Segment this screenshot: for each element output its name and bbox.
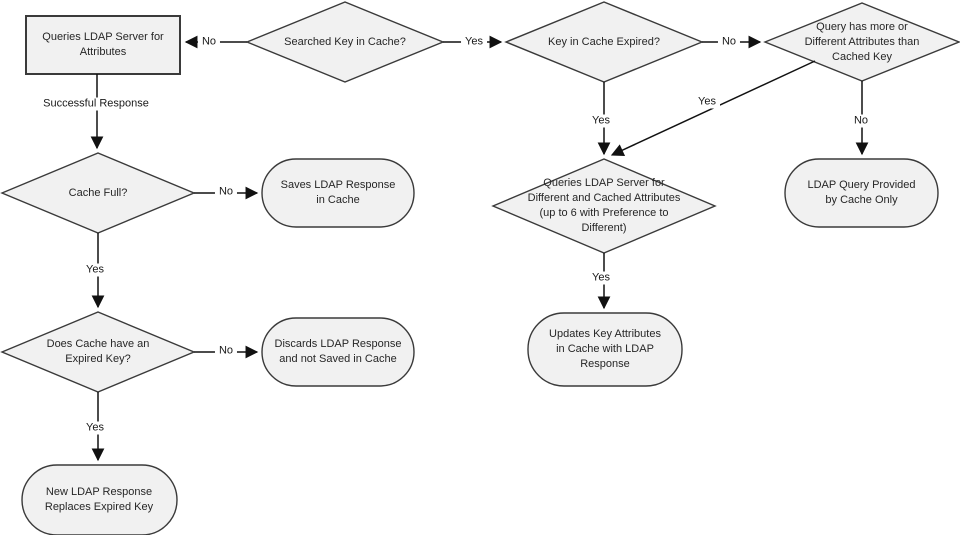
searched-key-no-label: No bbox=[198, 36, 220, 49]
query-more-no-label: No bbox=[850, 115, 872, 128]
cache-full-label: Cache Full? bbox=[68, 186, 128, 199]
cache-only-label: LDAP Query Provided by Cache Only bbox=[807, 179, 916, 206]
searched-key-yes-label: Yes bbox=[461, 36, 487, 49]
expired-key-yes-label: Yes bbox=[82, 422, 108, 435]
new-response-label: New LDAP Response Replaces Expired Key bbox=[44, 486, 154, 513]
updates-attributes-label: Updates Key Attributes in Cache with LDAP Response bbox=[549, 327, 661, 370]
key-expired-no-label: No bbox=[718, 36, 740, 49]
queries-different-label: Queries LDAP Server for Different and Cached Attributes (up to 6 with Preference to Different) bbox=[527, 177, 681, 234]
key-expired-yes-label: Yes bbox=[588, 115, 614, 128]
query-more-label: Query has more or Different Attributes than Cached Key bbox=[804, 20, 920, 63]
successful-response-label: Successful Response bbox=[39, 98, 153, 111]
cache-full-no-label: No bbox=[215, 186, 237, 199]
cache-full-yes-label: Yes bbox=[82, 264, 108, 277]
queries-ldap-label: Queries LDAP Server for Attributes bbox=[42, 31, 164, 58]
saves-response-label: Saves LDAP Response in Cache bbox=[280, 179, 396, 206]
queries-different-yes-label: Yes bbox=[588, 272, 614, 285]
expired-key-label: Does Cache have an Expired Key? bbox=[46, 338, 150, 365]
query-more-yes-label: Yes bbox=[694, 96, 720, 109]
searched-key-label: Searched Key in Cache? bbox=[284, 35, 406, 48]
expired-key-no-label: No bbox=[215, 345, 237, 358]
key-expired-label: Key in Cache Expired? bbox=[548, 35, 660, 48]
discards-response-label: Discards LDAP Response and not Saved in Cache bbox=[274, 338, 402, 365]
